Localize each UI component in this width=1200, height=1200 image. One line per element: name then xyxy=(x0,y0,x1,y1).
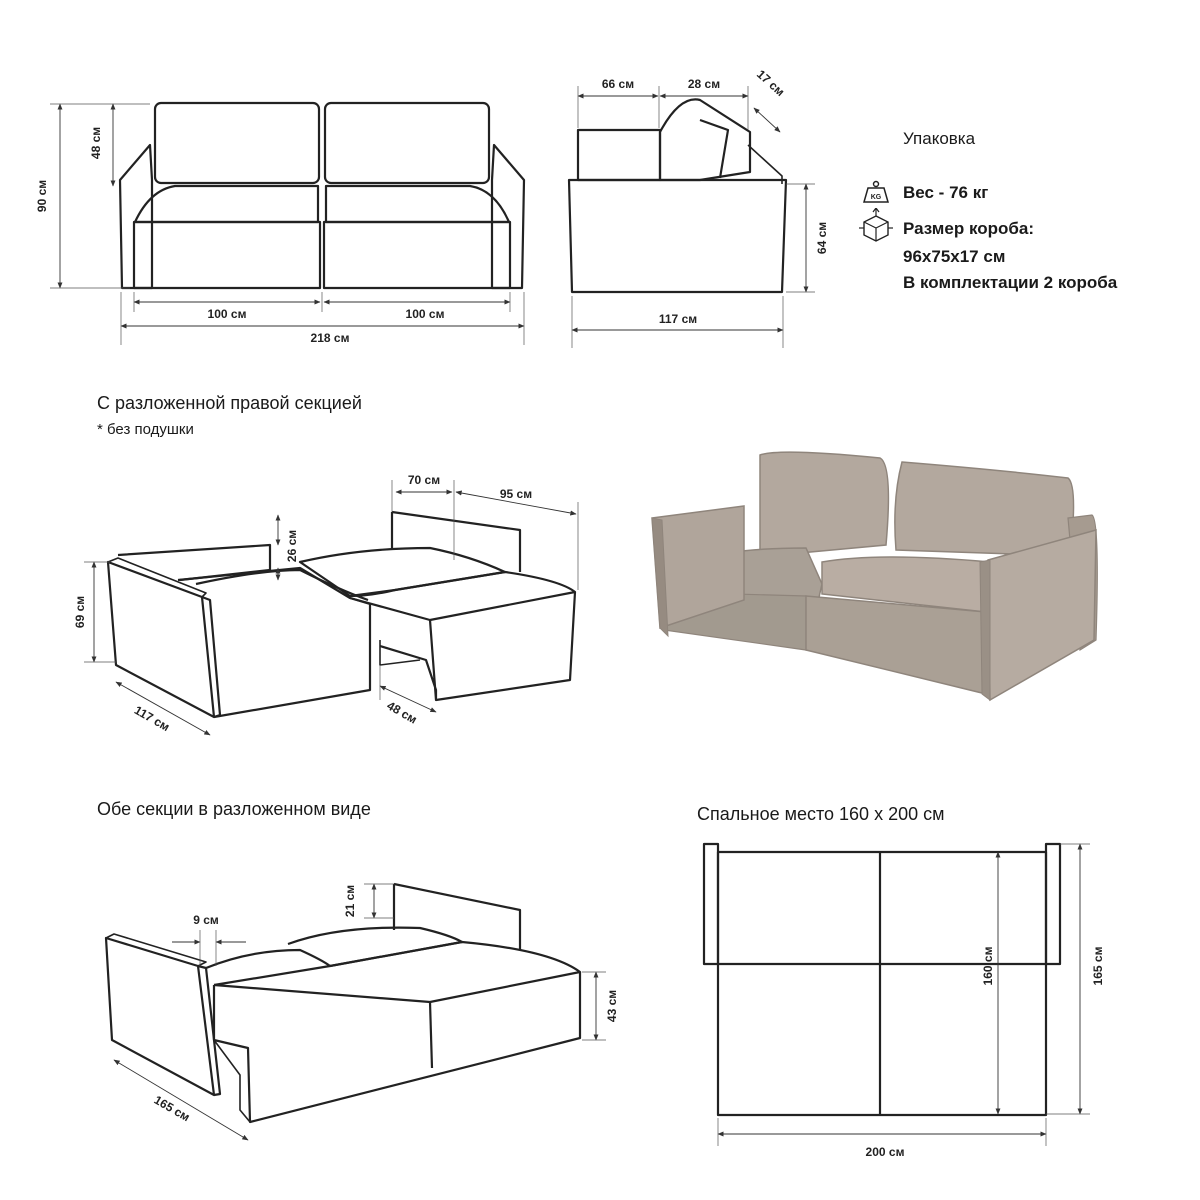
sofa-product-render xyxy=(652,452,1097,700)
packaging-boxes-note: В комплектации 2 короба xyxy=(903,273,1118,292)
s1-dim-26: 26 см xyxy=(285,529,299,563)
side-view-dimensions xyxy=(572,86,815,348)
front-height-back: 48 см xyxy=(89,126,103,160)
side-cushion: 28 см xyxy=(687,77,721,91)
box-size-icon xyxy=(858,208,894,242)
front-view-drawing xyxy=(120,103,524,288)
side-depth-total: 117 см xyxy=(658,312,698,326)
packaging-box-size-label: Размер короба: xyxy=(903,219,1034,238)
front-width-total: 218 см xyxy=(310,331,350,345)
section-one-note: * без подушки xyxy=(97,421,194,438)
front-height-total: 90 см xyxy=(35,179,49,213)
packaging-box-size-value: 96х75х17 см xyxy=(903,247,1006,266)
s2-dim-9: 9 см xyxy=(193,913,219,927)
sleeping-area-title: Спальное место 160 х 200 см xyxy=(697,804,945,824)
s2-dim-165: 165 см xyxy=(151,1092,193,1125)
sleep-dim-165: 165 см xyxy=(1091,946,1105,986)
s2-dim-21: 21 см xyxy=(343,884,357,918)
side-tilt: 17 см xyxy=(754,67,788,100)
s1-dim-70: 70 см xyxy=(407,473,441,487)
packaging-title: Упаковка xyxy=(903,129,976,148)
section-both-dimensions xyxy=(114,884,606,1140)
section-one-title: С разложенной правой секцией xyxy=(97,393,362,413)
side-view-drawing xyxy=(569,99,786,292)
s2-dim-43: 43 см xyxy=(605,989,619,1023)
weight-icon xyxy=(862,180,890,204)
s1-dim-117: 117 см xyxy=(131,702,173,735)
front-seat-right: 100 см xyxy=(405,307,445,321)
packaging-weight: Вес - 76 кг xyxy=(903,183,989,202)
section-both-title: Обе секции в разложенном виде xyxy=(97,799,371,819)
sleep-dim-200: 200 см xyxy=(865,1145,905,1159)
side-depth-top: 66 см xyxy=(601,77,635,91)
svg-text:KG: KG xyxy=(870,194,882,201)
sleeping-area-dimensions xyxy=(718,844,1090,1146)
section-both-drawing xyxy=(106,884,580,1122)
section-one-drawing xyxy=(108,512,575,717)
sleeping-area-drawing xyxy=(704,844,1060,1115)
s1-dim-48: 48 см xyxy=(384,698,420,727)
sleep-dim-160: 160 см xyxy=(981,946,995,986)
s1-dim-69: 69 см xyxy=(73,595,87,629)
front-seat-left: 100 см xyxy=(207,307,247,321)
side-height: 64 см xyxy=(815,221,829,255)
s1-dim-95: 95 см xyxy=(499,487,533,501)
